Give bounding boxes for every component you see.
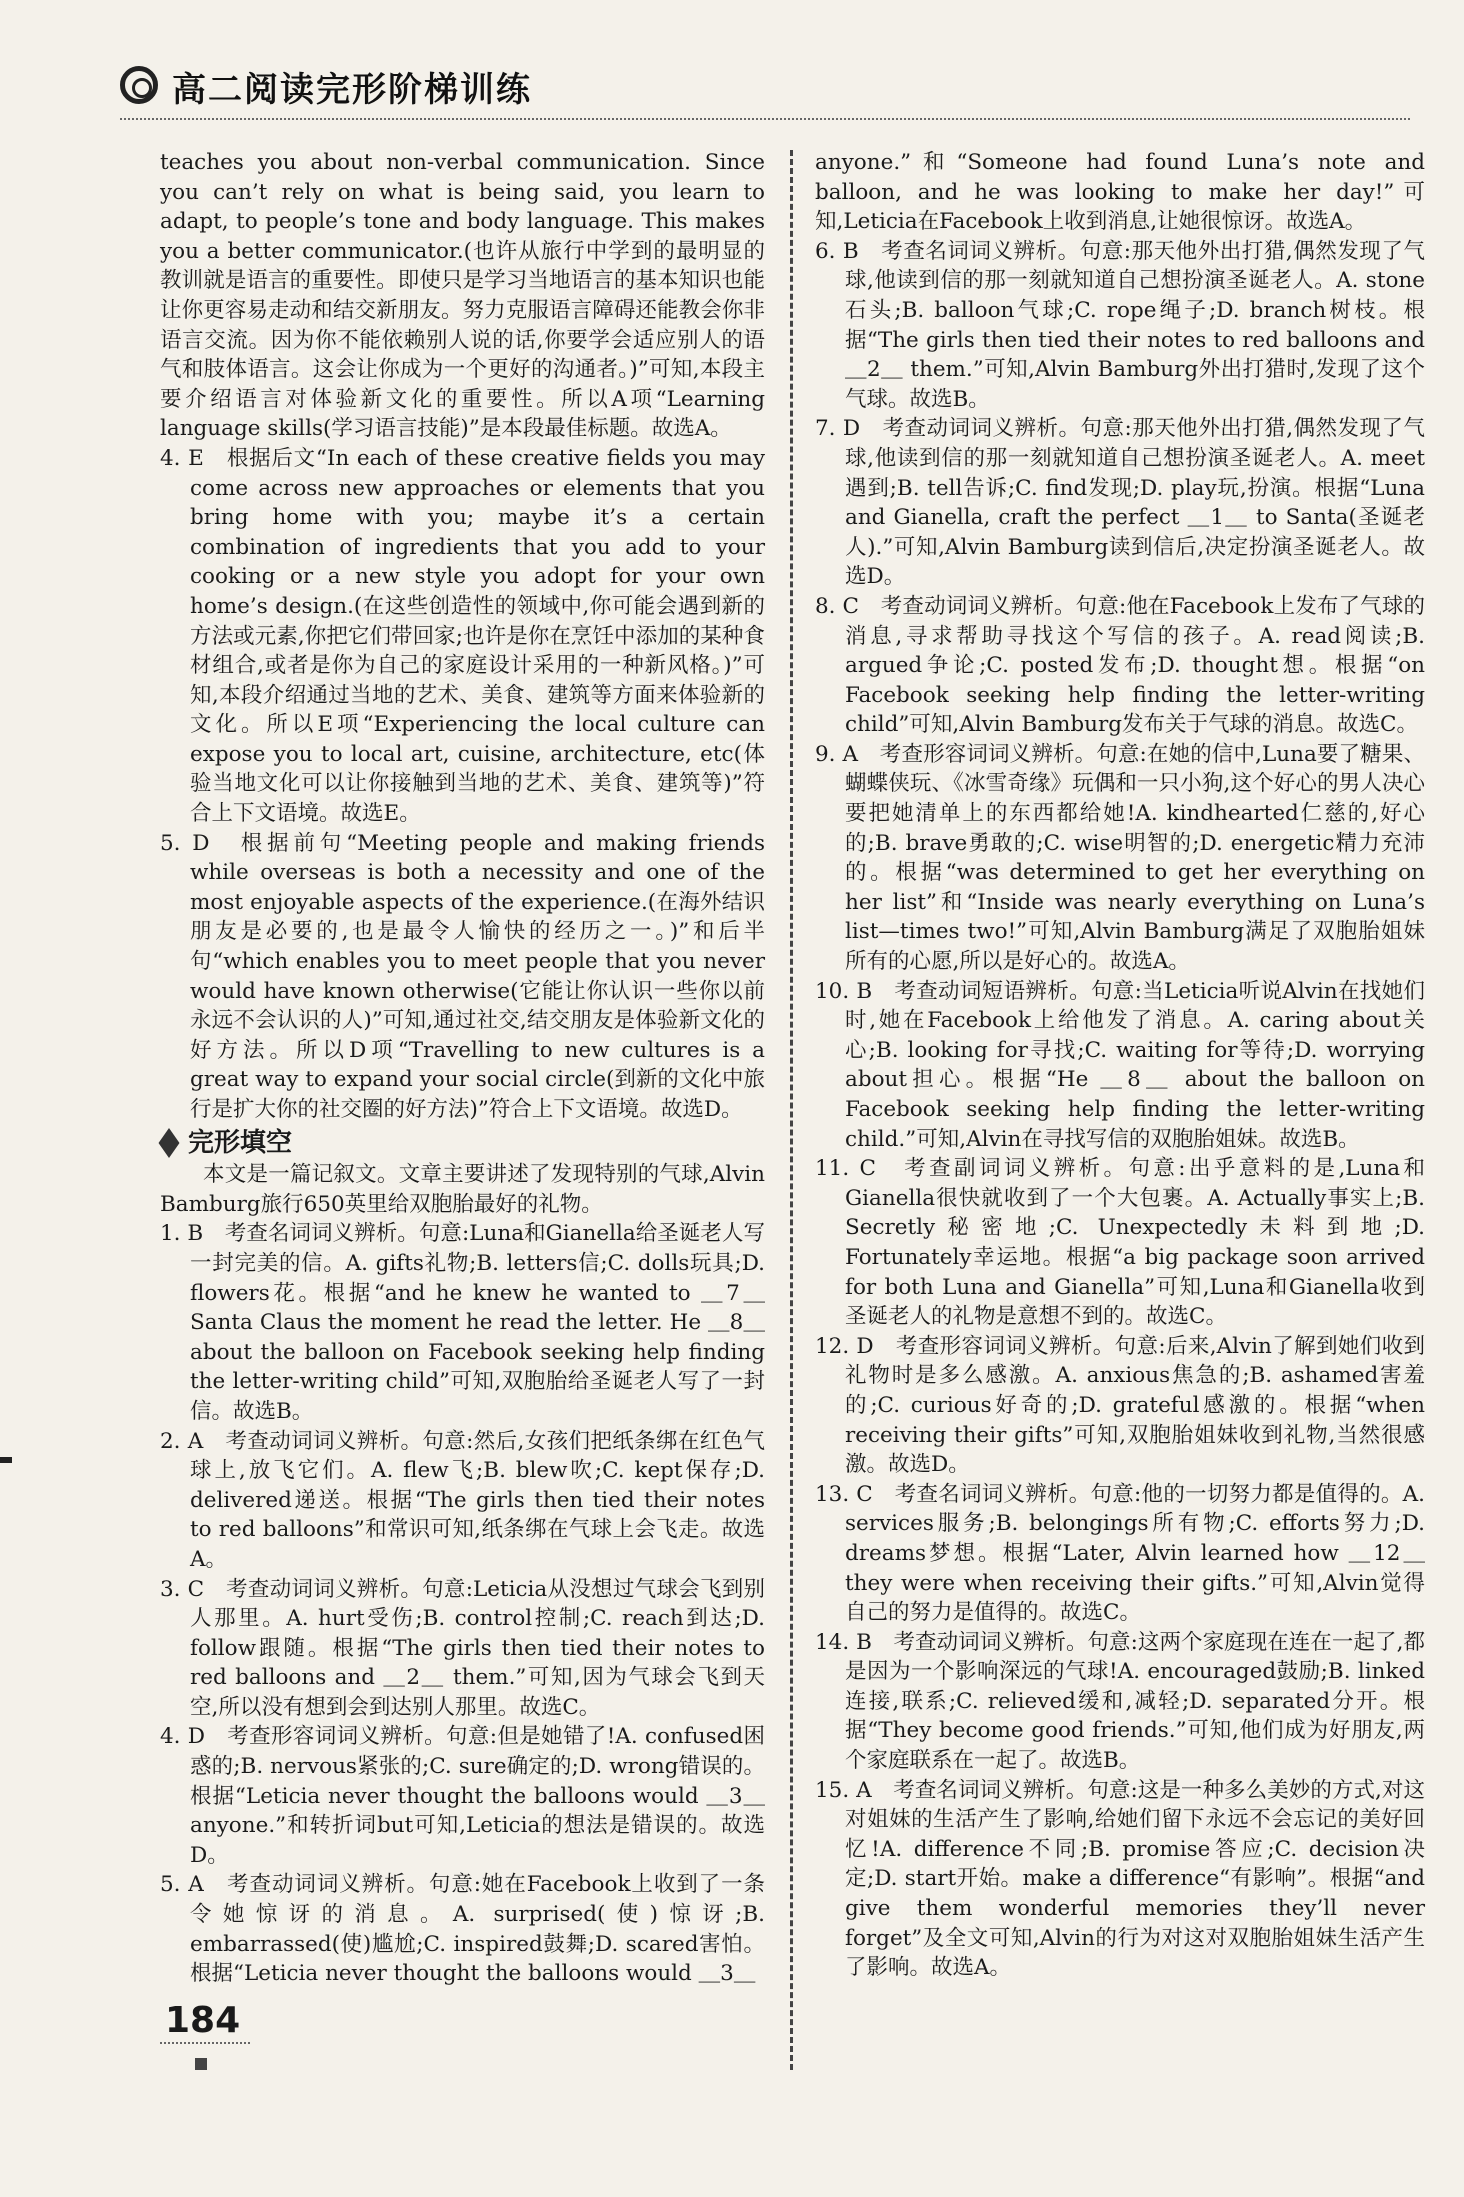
answer-item: 7. D 考查动词词义辨析。句意:那天他外出打猎,偶然发现了气球,他读到信的那一刻就知道自己想扮演圣诞老人。A. meet遇到;B. tell告诉;C. find发现;D. play玩,扮演。根据“Luna and Gianella, craft the perfect ＿1＿ to Santa(圣诞老人).”可知,Alvin Bamburg读到信后,决定扮演圣诞老人。故选D。 xyxy=(815,416,1425,590)
answer-item: 10. B 考查动词短语辨析。句意:当Leticia听说Alvin在找她们时,她在Facebook上给他发了消息。A. caring about关心;B. looking for寻找;C. waiting for等待;D. worrying about担心。根据“He ＿8＿ about the balloon on Facebook seeking help finding the letter-writing child.”可知,Alvin在寻找写信的双胞胎姐妹。故选B。 xyxy=(815,978,1425,1152)
answer-item: 3. C 考查动词词义辨析。句意:Leticia从没想过气球会飞到别人那里。A. hurt受伤;B. control控制;C. reach到达;D. follow跟随。根据“The girls then tied their notes to red balloons and ＿2＿ them.”可知,因为气球会飞到天空,所以没有想到会到达别人那里。故选C。 xyxy=(160,1576,765,1720)
page-header xyxy=(120,58,1410,120)
spiral-logo-icon xyxy=(120,66,158,104)
page-number: 184 xyxy=(165,2000,241,2041)
answer-item: 14. B 考查动词词义辨析。句意:这两个家庭现在连在一起了,都是因为一个影响深远的气球!A. encouraged鼓励;B. linked连接,联系;C. relieved缓和,减轻;D. separated分开。根据“They become good friends.”可知,他们成为好朋友,两个家庭联系在一起了。故选B。 xyxy=(815,1629,1425,1774)
footer-dotted-line xyxy=(160,2042,250,2044)
answer-item: 5. A 考查动词词义辨析。句意:她在Facebook上收到了一条令她惊讶的消息。A. surprised(使)惊讶;B. embarrassed(使)尴尬;C. inspired鼓舞;D. scared害怕。根据“Leticia never thought the balloons would ＿3＿ xyxy=(160,1872,765,1987)
answer-item: 6. B 考查名词词义辨析。句意:那天他外出打猎,偶然发现了气球,他读到信的那一刻就知道自己想扮演圣诞老人。A. stone石头;B. balloon气球;C. rope绳子;D. branch树枝。根据“The girls then tied their notes to red balloons and ＿2＿ them.”可知,Alvin Bamburg外出打猎时,发现了这个气球。故选B。 xyxy=(815,238,1425,412)
answer-item: 13. C 考查名词词义辨析。句意:他的一切努力都是值得的。A. services服务;B. belongings所有物;C. efforts努力;D. dreams梦想。根据“Later, Alvin learned how ＿12＿ they were when receiving their gifts.”可知,Alvin觉得自己的努力是值得的。故选C。 xyxy=(815,1481,1425,1626)
answer-item: 4. D 考查形容词词义辨析。句意:但是她错了!A. confused困惑的;B. nervous紧张的;C. sure确定的;D. wrong错误的。根据“Leticia never thought the balloons would ＿3＿ anyone.”和转折词but可知,Leticia的想法是错误的。故选D。 xyxy=(160,1724,765,1868)
section-title: 完形填空 xyxy=(188,1127,293,1158)
answer-item: 9. A 考查形容词词义辨析。句意:在她的信中,Luna要了糖果、蝴蝶侠玩、《冰雪奇缘》玩偶和一只小狗,这个好心的男人决心要把她清单上的东西都给她!A. kindhearted仁慈的,好心的;B. brave勇敢的;C. wise明智的;D. energetic精力充沛的。根据“was determined to get her everything on her list”和“Inside was nearly everything on Luna’s list—times two!”可知,Alvin Bamburg满足了双胞胎姐妹所有的心愿,所以是好心的。故选A。 xyxy=(815,741,1425,975)
left-column xyxy=(160,148,765,1989)
section-heading xyxy=(160,1129,765,1159)
answer-item: 2. A 考查动词词义辨析。句意:然后,女孩们把纸条绑在红色气球上,放飞它们。A. flew飞;B. blew吹;C. kept保存;D. delivered递送。根据“The girls then tied their notes to red balloons”和常识可知,纸条绑在气球上会飞走。故选A。 xyxy=(160,1428,765,1572)
answer-item: 15. A 考查名词词义辨析。句意:这是一种多么美妙的方式,对这对姐妹的生活产生了影响,给她们留下永远不会忘记的美好回忆!A. difference不同;B. promise答应;C. decision决定;D. start开始。make a difference“有影响”。根据“and give them wonderful memories they’ll never forget”及全文可知,Alvin的行为对这对双胞胎姐妹生活产生了影响。故选A。 xyxy=(815,1777,1425,1981)
right-column xyxy=(815,148,1425,1983)
answer-paragraph: teaches you about non-verbal communication. Since you can’t rely on what is being said, you learn to adapt, to people’s tone and body language. This makes you a better communicator.(也许从旅行中学到的最明显的教训就是语言的重要性。即使只是学习当地语言的基本知识也能让你更容易走动和结交新朋友。努力克服语言障碍还能教会你非语言交流。因为你不能依赖别人说的话,你要学会适应别人的语气和肢体语言。这会让你成为一个更好的沟通者。)”可知,本段主要介绍语言对体验新文化的重要性。所以A项“Learning language skills(学习语言技能)”是本段最佳标题。故选A。 xyxy=(160,150,765,442)
section-intro: 本文是一篇记叙文。文章主要讲述了发现特别的气球,Alvin Bamburg旅行650英里给双胞胎最好的礼物。 xyxy=(160,1162,765,1217)
answer-continuation: anyone.”和“Someone had found Luna’s note and balloon, and he was looking to make her day!”可知,Leticia在Facebook上收到消息,让她很惊讶。故选A。 xyxy=(815,150,1425,235)
answer-item: 4. E 根据后文“In each of these creative fields you may come across new approaches or elements that you bring home with you; maybe it’s a certain combination of ingredients that you add to your cooking or a new style you adopt for your own home’s design.(在这些创造性的领域中,你可能会遇到新的方法或元素,你把它们带回家;也许是你在烹饪中添加的某种食材组合,或者是你为自己的家庭设计采用的一种新风格。)”可知,本段介绍通过当地的艺术、美食、建筑等方面来体验新的文化。所以E项“Experiencing the local culture can expose you to local art, cuisine, architecture, etc(体验当地文化可以让你接触到当地的艺术、美食、建筑等)”符合上下文语境。故选E。 xyxy=(160,445,765,827)
footer-square-mark xyxy=(195,2058,207,2070)
column-divider xyxy=(790,150,793,2070)
edge-tick-mark xyxy=(0,1457,12,1463)
answer-item: 8. C 考查动词词义辨析。句意:他在Facebook上发布了气球的消息,寻求帮助寻找这个写信的孩子。A. read阅读;B. argued争论;C. posted发布;D. thought想。根据“on Facebook seeking help finding the letter-writing child”可知,Alvin Bamburg发布关于气球的消息。故选C。 xyxy=(815,593,1425,738)
pen-icon xyxy=(159,1128,180,1158)
answer-item: 12. D 考查形容词词义辨析。句意:后来,Alvin了解到她们收到礼物时是多么感激。A. anxious焦急的;B. ashamed害羞的;C. curious好奇的;D. grateful感激的。根据“when receiving their gifts”可知,双胞胎姐妹收到礼物,当然很感激。故选D。 xyxy=(815,1333,1425,1478)
answer-item: 5. D 根据前句“Meeting people and making friends while overseas is both a necessity and one of the most enjoyable aspects of the experience.(在海外结识朋友是必要的,也是最令人愉快的经历之一。)”和后半句“which enables you to meet people that you never would have known otherwise(它能让你认识一些你以前永远不会认识的人)”可知,通过社交,结交朋友是体验新文化的好方法。所以D项“Travelling to new cultures is a great way to expand your social circle(到新的文化中旅行是扩大你的社交圈的好方法)”符合上下文语境。故选D。 xyxy=(160,830,765,1122)
answer-item: 11. C 考查副词词义辨析。句意:出乎意料的是,Luna和Gianella很快就收到了一个大包裹。A. Actually事实上;B. Secretly秘密地;C. Unexpectedly未料到地;D. Fortunately幸运地。根据“a big package soon arrived for both Luna and Gianella”可知,Luna和Gianella收到圣诞老人的礼物是意想不到的。故选C。 xyxy=(815,1156,1425,1330)
book-title: 高二阅读完形阶梯训练 xyxy=(172,70,532,110)
answer-item: 1. B 考查名词词义辨析。句意:Luna和Gianella给圣诞老人写一封完美的信。A. gifts礼物;B. letters信;C. dolls玩具;D. flowers花。根据“and he knew he wanted to ＿7＿ Santa Claus the moment he read the letter. He ＿8＿ about the balloon on Facebook seeking help finding the letter-writing child”可知,双胞胎给圣诞老人写了一封信。故选B。 xyxy=(160,1221,765,1424)
